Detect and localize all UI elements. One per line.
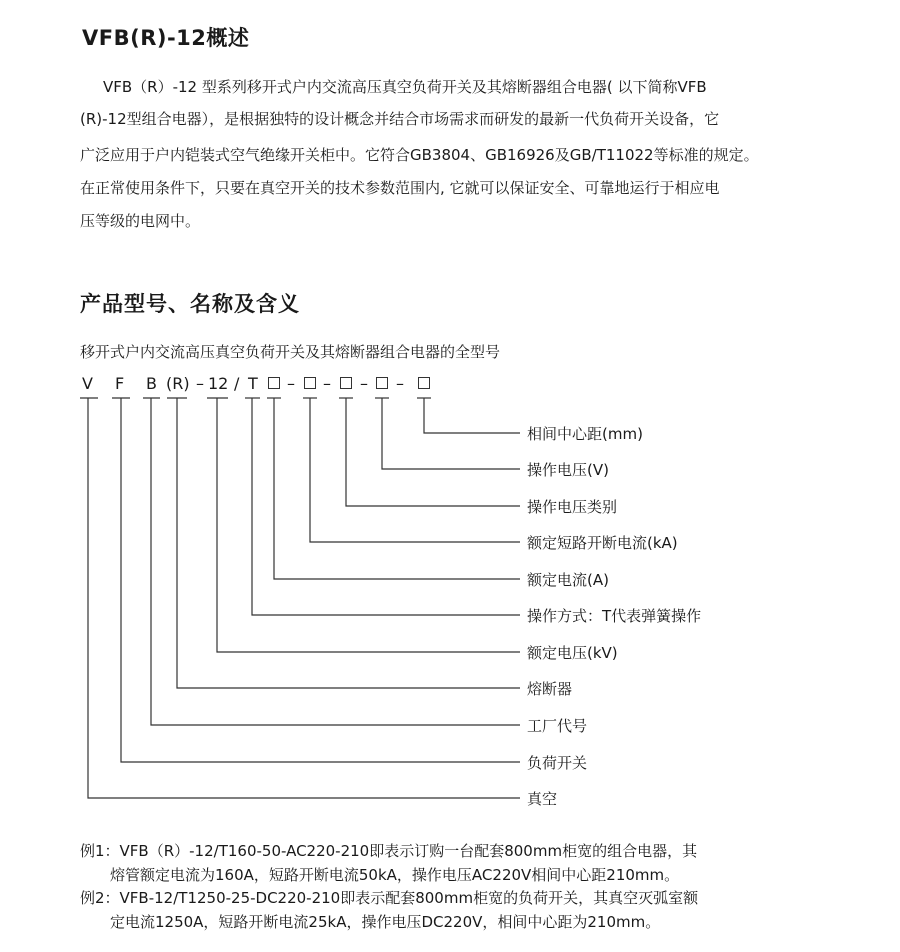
code-char-r: (R)	[166, 374, 190, 393]
paragraph-line: VFB（R）-12 型系列移开式户内交流高压真空负荷开关及其熔断器组合电器( 以下简称VFB	[103, 78, 707, 96]
model-subtitle: 移开式户内交流高压真空负荷开关及其熔断器组合电器的全型号	[80, 343, 501, 361]
label-operating-voltage: 操作电压(V)	[527, 461, 609, 479]
paragraph-line: 广泛应用于户内铠装式空气绝缘开关柜中。它符合GB3804、GB16926及GB/T11022等标准的规定。	[80, 146, 759, 164]
section-title-overview: VFB(R)-12概述	[82, 26, 250, 50]
code-dash: –	[196, 374, 204, 393]
example-2-line-2: 定电流1250A，短路开断电流25kA，操作电压DC220V，相间中心距为210mm。	[110, 913, 661, 931]
example-1-line-1: 例1：VFB（R）-12/T160-50-AC220-210即表示订购一台配套800mm柜宽的组合电器，其	[80, 842, 698, 860]
label-operating-voltage-type: 操作电压类别	[527, 498, 618, 516]
label-rated-short-circuit-current: 额定短路开断电流(kA)	[527, 534, 678, 552]
paragraph-line: (R)-12型组合电器），是根据独特的设计概念并结合市场需求而研发的最新一代负荷开关设备，它	[80, 110, 720, 128]
label-load-switch: 负荷开关	[527, 754, 588, 772]
code-dash: –	[323, 374, 331, 393]
code-char-f: F	[115, 374, 125, 393]
section-title-model: 产品型号、名称及含义	[80, 292, 300, 316]
label-phase-center-distance: 相间中心距(mm)	[527, 425, 643, 443]
code-char-12: 12	[208, 374, 229, 393]
code-dash: –	[360, 374, 368, 393]
code-char-t: T	[248, 374, 258, 393]
example-1-line-2: 熔管额定电流为160A，短路开断电流50kA，操作电压AC220V相间中心距210mm。	[110, 866, 680, 884]
code-slash: /	[234, 374, 240, 393]
label-vacuum: 真空	[527, 790, 558, 808]
code-char-b: B	[146, 374, 157, 393]
code-dash: –	[396, 374, 404, 393]
label-fuse: 熔断器	[527, 680, 573, 698]
label-factory-code: 工厂代号	[527, 717, 588, 735]
example-2-line-1: 例2：VFB-12/T1250-25-DC220-210即表示配套800mm柜宽的负荷开关，其真空灭弧室额	[80, 889, 699, 907]
paragraph-line: 在正常使用条件下，只要在真空开关的技术参数范围内, 它就可以保证安全、可靠地运行于相应电	[80, 179, 720, 197]
label-rated-current: 额定电流(A)	[527, 571, 609, 589]
label-operating-mode: 操作方式：T代表弹簧操作	[527, 607, 702, 625]
label-rated-voltage: 额定电压(kV)	[527, 644, 618, 662]
code-dash: –	[287, 374, 295, 393]
paragraph-line: 压等级的电网中。	[80, 212, 201, 230]
code-char-v: V	[82, 374, 93, 393]
